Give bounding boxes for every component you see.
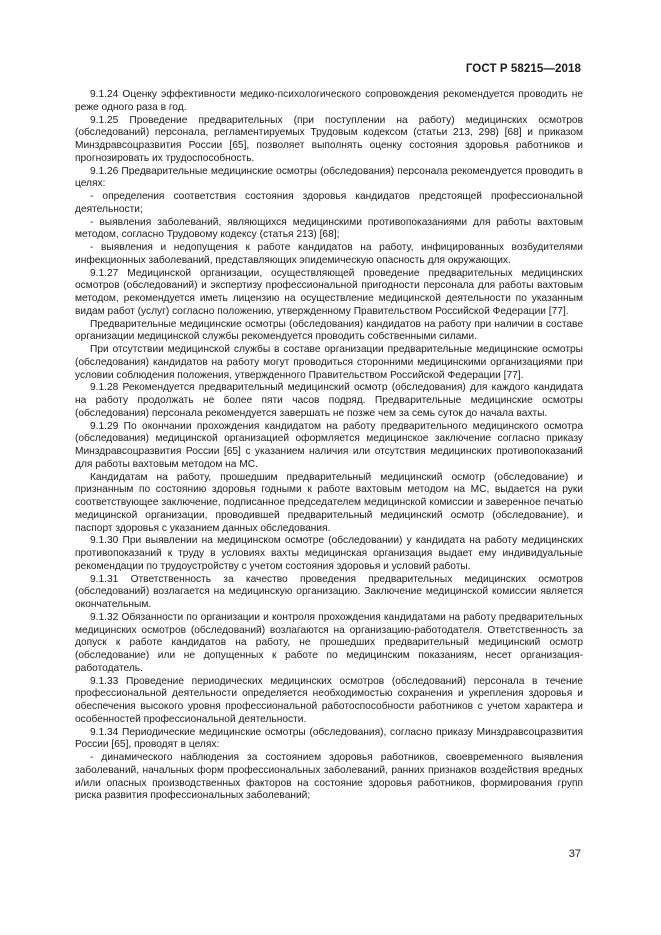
paragraph-9-1-34: 9.1.34 Периодические медицинские осмотры (обследования), согласно приказу Минздравсоцразвития России [65], проводят в целях: (75, 726, 583, 751)
list-item: - выявления заболеваний, являющихся медицинскими противопоказаниями для работы вахтовым методом, согласно Трудовому кодексу (статья 213) [68]; (75, 216, 583, 241)
list-item: - определения соответствия состояния здоровья кандидатов предстоящей профессиональной деятельности; (75, 191, 583, 215)
paragraph-9-1-24: 9.1.24 Оценку эффективности медико-психологического сопровождения рекомендуется проводить не реже одного раза в год. (75, 89, 583, 113)
list-item: - выявления и недопущения к работе кандидатов на работу, инфицированных возбудителями инфекционных заболеваний, представляющих эпидемическую опасность для окружающих. (75, 242, 583, 266)
paragraph: Кандидатам на работу, прошедшим предварительный медицинский осмотр (обследование) и признанным по состоянию здоровья годными к работе вахтовым методом на МС, выдается на руки соответствующее заключение, подписанное председателем медицинской комиссии и заверенное печатью медицинской организации, проводившей предварительный медицинский осмотр (обследование), и паспорт здоровья с указанием данных обследования. (75, 471, 583, 534)
paragraph-9-1-28: 9.1.28 Рекомендуется предварительный медицинский осмотр (обследования) для каждого кандидата на работу продолжать не более пяти часов подряд. Предварительные медицинские осмотры (обследования) персонала рекомендуется завершать не позже чем за семь суток до начала вахты. (75, 382, 583, 419)
paragraph: Предварительные медицинские осмотры (обследования) кандидатов на работу при наличии в составе организации медицинской службы рекомендуется проводить собственными силами. (75, 318, 583, 343)
paragraph-9-1-31: 9.1.31 Ответственность за качество проведения предварительных медицинских осмотров (обследований) возлагается на медицинскую организацию. Заключение медицинской комиссии является окончательным. (75, 573, 583, 610)
paragraph-9-1-33: 9.1.33 Проведение периодических медицинских осмотров (обследований) персонала в течение профессиональной деятельности определяется необходимостью сохранения и укрепления здоровья и обеспечения высокого уровня профессиональной работоспособности работников с учетом характера и особенностей профессиональной деятельности. (75, 675, 583, 725)
paragraph: При отсутствии медицинской службы в составе организации предварительные медицинские осмотры (обследования) кандидатов на работу могут проводиться сторонними медицинскими организациями при условии соблюдения положения, утвержденного Правительством Российской Федерации [77]. (75, 344, 583, 381)
paragraph-9-1-27: 9.1.27 Медицинской организации, осуществляющей проведение предварительных медицинских осмотров (обследований) и экспертизу профессиональной пригодности персонала для работы вахтовым методом, рекомендуется иметь лицензию на осуществление медицинской деятельности по указанным видам работ (услуг) согласно положению, утвержденному Правительством Российской Федерации [77]. (75, 267, 583, 317)
paragraph-9-1-26: 9.1.26 Предварительные медицинские осмотры (обследования) персонала рекомендуется проводить в целях: (75, 165, 583, 190)
paragraph-9-1-25: 9.1.25 Проведение предварительных (при поступлении на работу) медицинских осмотров (обследований) персонала, регламентируемых Трудовым кодексом (статьи 213, 298) [68] и приказом Минздравсоцразвития России [65], позволяет выполнять оценку состояния здоровья работников и прогнозировать их трудоспособность. (75, 114, 583, 164)
list-item: - динамического наблюдения за состоянием здоровья работников, своевременного выявления заболеваний, начальных форм профессиональных заболеваний, ранних признаков воздействия вредных и/или опасных производственных факторов на состояние здоровья работников, формирования групп риска развития профессиональных заболеваний; (75, 752, 583, 802)
paragraph-9-1-32: 9.1.32 Обязанности по организации и контроля прохождения кандидатами на работу предварительных медицинских осмотров (обследований) возлагаются на организацию-работодателя. Ответственность за допуск к работе кандидатов на работу, не прошедших предварительный медицинский осмотр (обследование) или не допущенных к работе по медицинским показаниям, несет организация-работодатель. (75, 611, 583, 674)
standard-code-header: ГОСТ Р 58215—2018 (465, 63, 581, 75)
paragraph-9-1-29: 9.1.29 По окончании прохождения кандидатом на работу предварительного медицинского осмотра (обследования) медицинской организацией оформляется медицинское заключение согласно приказу Минздравсоцразвития России [65] с указанием наличия или отсутствия медицинских противопоказаний для работы вахтовым методом на МС. (75, 420, 583, 470)
paragraph-9-1-30: 9.1.30 При выявлении на медицинском осмотре (обследовании) у кандидата на работу медицинских противопоказаний к труду в условиях вахты медицинская организация выдает ему индивидуальные рекомендации по трудоустройству с учетом состояния здоровья и условий работы. (75, 535, 583, 572)
document-body (75, 89, 583, 803)
page-number: 37 (568, 848, 581, 860)
